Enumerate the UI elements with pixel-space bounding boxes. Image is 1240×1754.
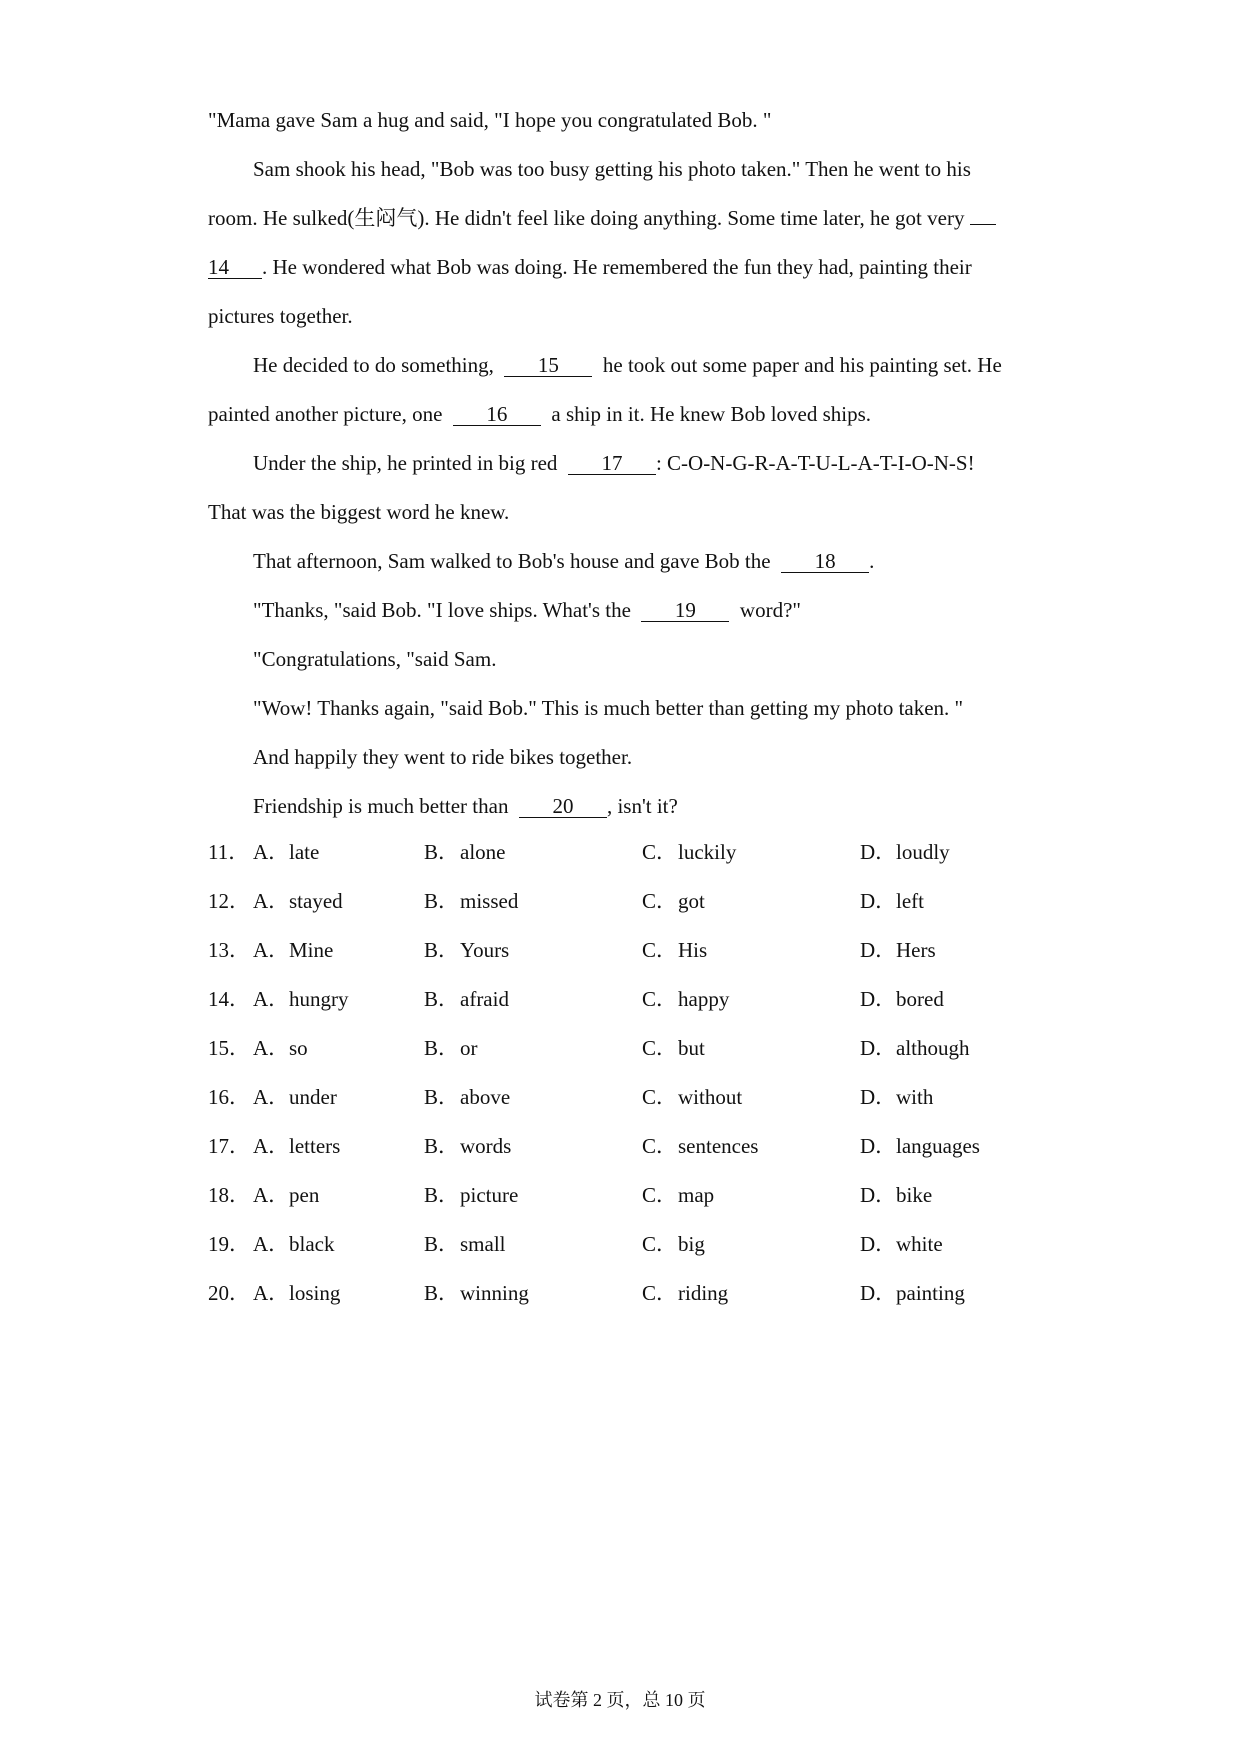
- option-letter: B．: [424, 889, 460, 913]
- blank-15: 15: [504, 354, 592, 377]
- blank-20: 20: [519, 795, 607, 818]
- question-row: [208, 1220, 1038, 1269]
- option-a[interactable]: [253, 975, 349, 1024]
- passage-text: That was the biggest word he knew.: [208, 500, 510, 524]
- passage-line: [208, 390, 1038, 439]
- question-row: [208, 1073, 1038, 1122]
- blank-16: 16: [453, 403, 541, 426]
- passage-text: Friendship is much better than: [253, 794, 509, 818]
- option-letter: D．: [860, 1134, 897, 1158]
- option-letter: D．: [860, 1232, 897, 1256]
- blank-14: 14: [208, 256, 262, 279]
- option-letter: D．: [860, 938, 897, 962]
- option-c[interactable]: [642, 975, 729, 1024]
- option-d[interactable]: [860, 877, 924, 926]
- option-letter: C．: [642, 1281, 678, 1305]
- option-d[interactable]: [860, 1220, 943, 1269]
- option-text: winning: [460, 1281, 529, 1305]
- option-c[interactable]: [642, 828, 736, 877]
- question-number: 12．: [208, 889, 250, 913]
- passage-text: And happily they went to ride bikes together.: [253, 745, 633, 769]
- option-c[interactable]: [642, 1269, 728, 1318]
- passage-text: "Thanks, "said Bob. "I love ships. What's the: [253, 598, 631, 622]
- cloze-passage: [208, 96, 1038, 831]
- option-text: Hers: [896, 938, 936, 962]
- question-number: 16．: [208, 1085, 250, 1109]
- option-text: languages: [896, 1134, 980, 1158]
- option-b[interactable]: [424, 877, 518, 926]
- option-c[interactable]: [642, 926, 707, 975]
- option-b[interactable]: [424, 975, 509, 1024]
- option-letter: B．: [424, 1085, 460, 1109]
- option-text: loudly: [896, 840, 950, 864]
- option-text: His: [678, 938, 708, 962]
- option-text: Yours: [460, 938, 510, 962]
- option-letter: B．: [424, 1281, 460, 1305]
- question-number: 15．: [208, 1036, 250, 1060]
- option-b[interactable]: [424, 828, 505, 877]
- option-letter: C．: [642, 938, 678, 962]
- option-c[interactable]: [642, 1024, 705, 1073]
- option-letter: D．: [860, 889, 897, 913]
- passage-text: Under the ship, he printed in big red: [253, 451, 558, 475]
- option-text: words: [460, 1134, 512, 1158]
- option-letter: C．: [642, 987, 678, 1011]
- option-text: with: [896, 1085, 934, 1109]
- option-a[interactable]: [253, 926, 333, 975]
- option-text: big: [678, 1232, 705, 1256]
- option-text: black: [289, 1232, 335, 1256]
- option-text: white: [896, 1232, 943, 1256]
- option-a[interactable]: [253, 877, 343, 926]
- blank-18: 18: [781, 550, 869, 573]
- option-c[interactable]: [642, 1073, 742, 1122]
- passage-line: [208, 537, 1038, 586]
- option-text: hungry: [289, 987, 349, 1011]
- passage-text: : C-O-N-G-R-A-T-U-L-A-T-I-O-N-S!: [655, 451, 975, 475]
- question-row: [208, 926, 1038, 975]
- option-letter: B．: [424, 840, 460, 864]
- option-d[interactable]: [860, 1073, 933, 1122]
- page-footer: 试卷第 2 页，总 10 页: [534, 1690, 706, 1710]
- question-row: [208, 975, 1038, 1024]
- option-a[interactable]: [253, 1269, 340, 1318]
- passage-text: Sam shook his head, "Bob was too busy getting his photo taken." Then he went to his: [253, 157, 971, 181]
- option-text: painting: [896, 1281, 965, 1305]
- option-letter: A．: [253, 938, 290, 962]
- option-text: sentences: [678, 1134, 759, 1158]
- option-c[interactable]: [642, 1220, 705, 1269]
- option-text: losing: [289, 1281, 341, 1305]
- blank-underline: [970, 204, 996, 225]
- option-text: missed: [460, 889, 519, 913]
- passage-text: , isn't it?: [606, 794, 678, 818]
- passage-text: pictures together.: [208, 304, 353, 328]
- option-b[interactable]: [424, 926, 509, 975]
- passage-text: painted another picture, one: [208, 402, 443, 426]
- option-c[interactable]: [642, 1122, 758, 1171]
- option-a[interactable]: [253, 1073, 337, 1122]
- option-text: picture: [460, 1183, 519, 1207]
- option-text: got: [678, 889, 705, 913]
- question-number: 14．: [208, 987, 250, 1011]
- passage-line: [208, 586, 1038, 635]
- option-letter: D．: [860, 840, 897, 864]
- passage-line: [208, 194, 1038, 243]
- question-row: [208, 1122, 1038, 1171]
- passage-line: [208, 243, 1038, 292]
- option-letter: C．: [642, 1232, 678, 1256]
- question-number: 19．: [208, 1232, 250, 1256]
- option-text: letters: [289, 1134, 341, 1158]
- question-row: [208, 1171, 1038, 1220]
- passage-text: . He wondered what Bob was doing. He remembered the fun they had, painting their: [262, 255, 972, 279]
- passage-line: [208, 733, 1038, 782]
- option-text: although: [896, 1036, 970, 1060]
- option-text: map: [678, 1183, 715, 1207]
- question-row: [208, 877, 1038, 926]
- passage-line: [208, 341, 1038, 390]
- option-letter: A．: [253, 1134, 290, 1158]
- option-d[interactable]: [860, 1171, 932, 1220]
- option-text: left: [896, 889, 924, 913]
- option-letter: D．: [860, 1281, 897, 1305]
- option-a[interactable]: [253, 1024, 308, 1073]
- option-letter: B．: [424, 1036, 460, 1060]
- option-letter: D．: [860, 1183, 897, 1207]
- option-b[interactable]: [424, 1024, 478, 1073]
- option-d[interactable]: [860, 1269, 965, 1318]
- passage-line: [208, 684, 1038, 733]
- question-row: [208, 1024, 1038, 1073]
- option-c[interactable]: [642, 877, 705, 926]
- passage-text: he took out some paper and his painting set. He: [602, 353, 1002, 377]
- passage-text: "Wow! Thanks again, "said Bob." This is much better than getting my photo taken. ": [253, 696, 964, 720]
- option-text: small: [460, 1232, 506, 1256]
- option-b[interactable]: [424, 1269, 529, 1318]
- passage-text: "Congratulations, "said Sam.: [253, 647, 497, 671]
- passage-text: "Mama gave Sam a hug and said, "I hope you congratulated Bob. ": [208, 108, 772, 132]
- question-row: [208, 828, 1038, 877]
- option-letter: C．: [642, 1036, 678, 1060]
- option-text: happy: [678, 987, 730, 1011]
- option-d[interactable]: [860, 926, 936, 975]
- passage-line: [208, 292, 1038, 341]
- passage-text: That afternoon, Sam walked to Bob's house and gave Bob the: [253, 549, 771, 573]
- answer-options: [208, 828, 1038, 1318]
- option-letter: C．: [642, 889, 678, 913]
- option-text: or: [460, 1036, 478, 1060]
- option-text: alone: [460, 840, 506, 864]
- option-b[interactable]: [424, 1122, 511, 1171]
- question-number: 11．: [208, 840, 250, 864]
- option-text: bike: [896, 1183, 933, 1207]
- option-text: without: [678, 1085, 743, 1109]
- option-letter: B．: [424, 987, 460, 1011]
- option-a[interactable]: [253, 828, 319, 877]
- passage-line: [208, 439, 1038, 488]
- option-letter: A．: [253, 1036, 290, 1060]
- passage-text: .: [869, 549, 875, 573]
- option-text: stayed: [289, 889, 343, 913]
- option-text: afraid: [460, 987, 509, 1011]
- option-d[interactable]: [860, 1122, 980, 1171]
- option-text: riding: [678, 1281, 729, 1305]
- option-a[interactable]: [253, 1220, 334, 1269]
- passage-line: [208, 145, 1038, 194]
- option-text: late: [289, 840, 320, 864]
- question-number: 17．: [208, 1134, 250, 1158]
- option-b[interactable]: [424, 1220, 506, 1269]
- option-b[interactable]: [424, 1073, 510, 1122]
- option-text: above: [460, 1085, 511, 1109]
- passage-text: He decided to do something,: [253, 353, 494, 377]
- option-letter: A．: [253, 1281, 290, 1305]
- option-letter: A．: [253, 1232, 290, 1256]
- option-d[interactable]: [860, 828, 950, 877]
- option-a[interactable]: [253, 1122, 340, 1171]
- option-letter: D．: [860, 1085, 897, 1109]
- option-a[interactable]: [253, 1171, 319, 1220]
- option-letter: C．: [642, 1085, 678, 1109]
- option-text: but: [678, 1036, 705, 1060]
- question-row: [208, 1269, 1038, 1318]
- passage-text: room. He sulked(生闷气). He didn't feel like doing anything. Some time later, he got very: [208, 206, 965, 230]
- option-letter: B．: [424, 938, 460, 962]
- option-letter: A．: [253, 1183, 290, 1207]
- passage-text: word?": [739, 598, 801, 622]
- option-letter: B．: [424, 1232, 460, 1256]
- option-letter: A．: [253, 889, 290, 913]
- question-number: 13．: [208, 938, 250, 962]
- blank-17: 17: [568, 452, 656, 475]
- option-text: luckily: [678, 840, 737, 864]
- option-letter: A．: [253, 987, 290, 1011]
- option-text: bored: [896, 987, 944, 1011]
- option-letter: D．: [860, 987, 897, 1011]
- option-d[interactable]: [860, 975, 944, 1024]
- option-letter: A．: [253, 840, 290, 864]
- option-text: under: [289, 1085, 337, 1109]
- option-letter: C．: [642, 1183, 678, 1207]
- option-letter: C．: [642, 1134, 678, 1158]
- passage-line: [208, 782, 1038, 831]
- option-letter: A．: [253, 1085, 290, 1109]
- passage-line: [208, 635, 1038, 684]
- option-letter: B．: [424, 1183, 460, 1207]
- option-letter: D．: [860, 1036, 897, 1060]
- passage-line: [208, 488, 1038, 537]
- passage-line: [208, 96, 1038, 145]
- passage-text: a ship in it. He knew Bob loved ships.: [551, 402, 872, 426]
- question-number: 18．: [208, 1183, 250, 1207]
- option-text: pen: [289, 1183, 320, 1207]
- option-letter: C．: [642, 840, 678, 864]
- option-d[interactable]: [860, 1024, 970, 1073]
- option-b[interactable]: [424, 1171, 518, 1220]
- option-c[interactable]: [642, 1171, 714, 1220]
- blank-19: 19: [641, 599, 729, 622]
- question-number: 20．: [208, 1281, 250, 1305]
- option-text: Mine: [289, 938, 334, 962]
- option-text: so: [289, 1036, 308, 1060]
- option-letter: B．: [424, 1134, 460, 1158]
